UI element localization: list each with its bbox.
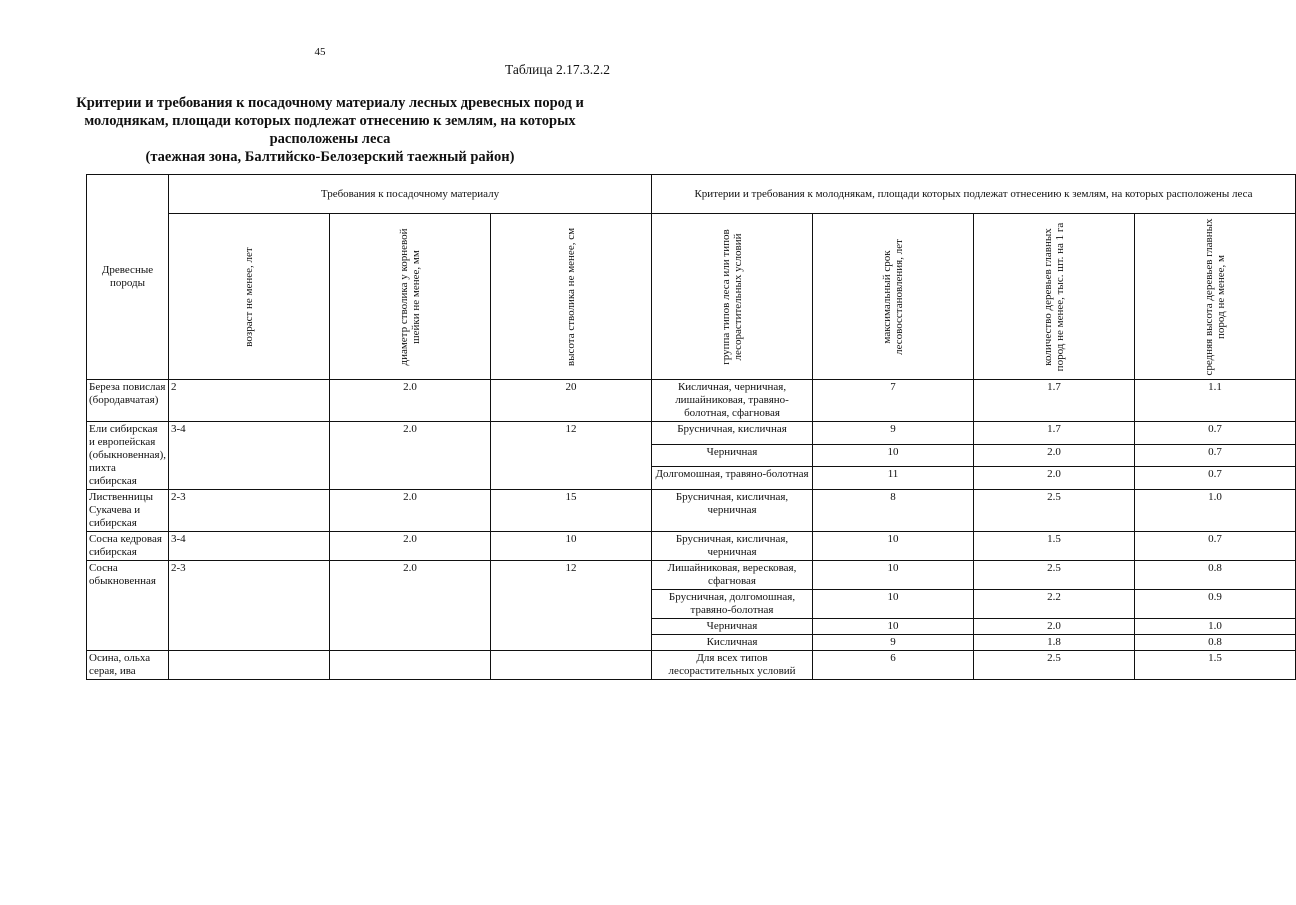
count-cell: 2.5 (974, 490, 1135, 532)
forest-type-cell: Брусничная, долгомошная, травяно-болотная (652, 590, 813, 619)
mean-height-cell: 0.8 (1135, 635, 1296, 651)
count-cell: 1.7 (974, 422, 1135, 445)
species-cell: Сосна кедровая сибирская (87, 532, 169, 561)
max-term-cell: 10 (813, 590, 974, 619)
header-max-term: максимальный срок лесовосстановления, лет (813, 214, 974, 380)
age-cell: 3-4 (169, 532, 330, 561)
forest-type-cell: Черничная (652, 619, 813, 635)
diameter-cell: 2.0 (330, 422, 491, 490)
species-cell: Осина, ольха серая, ива (87, 651, 169, 680)
diameter-cell: 2.0 (330, 380, 491, 422)
mean-height-cell: 0.8 (1135, 561, 1296, 590)
max-term-cell: 9 (813, 635, 974, 651)
table-label: Таблица 2.17.3.2.2 (505, 62, 610, 77)
max-term-cell: 10 (813, 444, 974, 467)
max-term-cell: 6 (813, 651, 974, 680)
title-line: молоднякам, площади которых подлежат отнесению к землям, на которых (84, 113, 576, 129)
forest-type-cell: Кисличная, черничная, лишайниковая, травяно-болотная, сфагновая (652, 380, 813, 422)
forest-type-cell: Долгомошная, травяно-болотная (652, 467, 813, 490)
table-row (87, 561, 1296, 590)
count-cell: 2.0 (974, 619, 1135, 635)
count-cell: 2.0 (974, 444, 1135, 467)
criteria-table (86, 174, 1296, 680)
diameter-cell: 2.0 (330, 561, 491, 651)
diameter-cell: 2.0 (330, 490, 491, 532)
count-cell: 1.7 (974, 380, 1135, 422)
header-mean-height: средняя высота деревьев главных пород не менее, м (1135, 214, 1296, 380)
height-cell: 15 (491, 490, 652, 532)
height-cell: 20 (491, 380, 652, 422)
count-cell: 1.8 (974, 635, 1135, 651)
age-cell: 2-3 (169, 490, 330, 532)
mean-height-cell: 0.7 (1135, 532, 1296, 561)
mean-height-cell: 0.7 (1135, 467, 1296, 490)
header-height: высота стволика не менее, см (491, 214, 652, 380)
table-row (87, 651, 1296, 680)
species-cell: Береза повислая (бородавчатая) (87, 380, 169, 422)
table-row (87, 490, 1296, 532)
max-term-cell: 10 (813, 561, 974, 590)
count-cell: 1.5 (974, 532, 1135, 561)
forest-type-cell: Черничная (652, 444, 813, 467)
diameter-cell: 2.0 (330, 532, 491, 561)
mean-height-cell: 1.5 (1135, 651, 1296, 680)
species-cell: Лиственницы Сукачева и сибирская (87, 490, 169, 532)
max-term-cell: 11 (813, 467, 974, 490)
forest-type-cell: Лишайниковая, вересковая, сфагновая (652, 561, 813, 590)
header-diameter: диаметр стволика у корневой шейки не менее, мм (330, 214, 491, 380)
age-cell: 2 (169, 380, 330, 422)
count-cell: 2.0 (974, 467, 1135, 490)
forest-type-cell: Брусничная, кисличная (652, 422, 813, 445)
height-cell: 12 (491, 561, 652, 651)
table-row (87, 422, 1296, 445)
mean-height-cell: 1.0 (1135, 619, 1296, 635)
max-term-cell: 10 (813, 619, 974, 635)
count-cell: 2.5 (974, 561, 1135, 590)
species-cell: Сосна обыкновенная (87, 561, 169, 651)
max-term-cell: 10 (813, 532, 974, 561)
count-cell: 2.5 (974, 651, 1135, 680)
mean-height-cell: 0.9 (1135, 590, 1296, 619)
table-row (87, 380, 1296, 422)
species-cell: Ели сибирская и европейская (обыкновенная), пихта сибирская (87, 422, 169, 490)
title-line: Критерии и требования к посадочному материалу лесных древесных пород и (76, 95, 584, 111)
diameter-cell (330, 651, 491, 680)
header-planting-group: Требования к посадочному материалу (169, 175, 652, 214)
age-cell: 2-3 (169, 561, 330, 651)
max-term-cell: 7 (813, 380, 974, 422)
forest-type-cell: Для всех типов лесорастительных условий (652, 651, 813, 680)
age-cell (169, 651, 330, 680)
title-subtitle: (таежная зона, Балтийско-Белозерский таежный район) (145, 149, 515, 165)
height-cell: 10 (491, 532, 652, 561)
age-cell: 3-4 (169, 422, 330, 490)
document-title (70, 94, 590, 166)
forest-type-cell: Брусничная, кисличная, черничная (652, 490, 813, 532)
forest-type-cell: Кисличная (652, 635, 813, 651)
title-line: расположены леса (269, 131, 391, 147)
mean-height-cell: 0.7 (1135, 444, 1296, 467)
table-row (87, 532, 1296, 561)
header-young-group: Критерии и требования к молоднякам, площади которых подлежат отнесению к землям, на которых расположены леса (652, 175, 1296, 214)
forest-type-cell: Брусничная, кисличная, черничная (652, 532, 813, 561)
height-cell (491, 651, 652, 680)
max-term-cell: 9 (813, 422, 974, 445)
mean-height-cell: 1.0 (1135, 490, 1296, 532)
mean-height-cell: 1.1 (1135, 380, 1296, 422)
header-species: Древесные породы (87, 175, 169, 380)
header-age: возраст не менее, лет (169, 214, 330, 380)
mean-height-cell: 0.7 (1135, 422, 1296, 445)
page-number: 45 (314, 46, 326, 58)
header-count: количество деревьев главных пород не менее, тыс. шт. на 1 га (974, 214, 1135, 380)
height-cell: 12 (491, 422, 652, 490)
count-cell: 2.2 (974, 590, 1135, 619)
header-forest-type: группа типов леса или типов лесорастительных условий (652, 214, 813, 380)
max-term-cell: 8 (813, 490, 974, 532)
